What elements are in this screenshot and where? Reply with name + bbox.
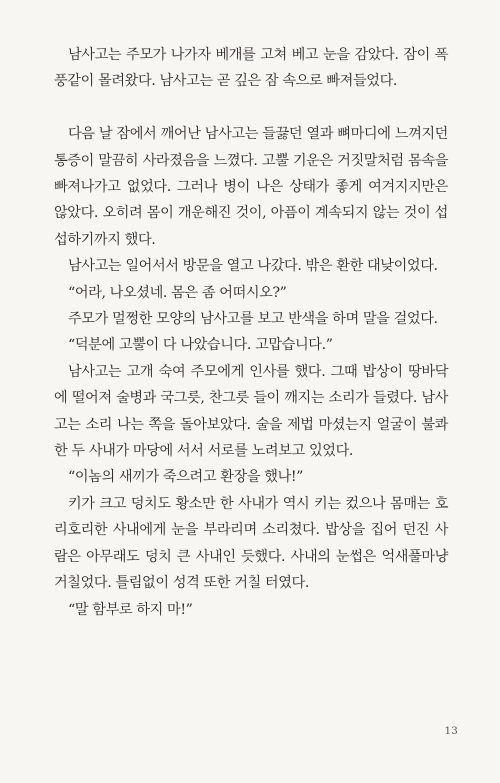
dialogue-line: “이놈의 새끼가 죽으려고 환장을 했나!” (68, 469, 304, 486)
section-break (54, 95, 448, 121)
paragraph: 다음 날 잠에서 깨어난 남사고는 들끓던 열과 뼈마디에 느껴지던 통증이 말끔히 사라졌음을 느꼈다. 고뿔 기운은 거짓말처럼 몸속을 빠져나가고 없었다. 그러나 병이 나은 상태가 좋게 여겨지지만은 않았다. 오히려 몸이 개운해진 것이, 아픔이 계속되지 않는 것이 섭섭하기까지 했다. (54, 126, 448, 248)
paragraph: 주모가 멀쩡한 모양의 남사고를 보고 반색을 하며 말을 걸었다. (68, 311, 438, 328)
dialogue-line: “말 함부로 하지 마!” (68, 601, 193, 618)
paragraph: 남사고는 고개 숙여 주모에게 인사를 했다. 그때 밥상이 땅바닥에 떨어져 술병과 국그릇, 찬그릇 들이 깨지는 소리가 들렸다. 남사고는 소리 나는 쪽을 돌아보았다. 술을 제법 마셨는지 얼굴이 불콰한 두 사내가 마당에 서서 서로를 노려보고 있었다. (54, 363, 448, 460)
dialogue-line: “덕분에 고뿔이 다 나았습니다. 고맙습니다.” (68, 337, 333, 354)
page-number: 13 (444, 726, 458, 737)
paragraph: 남사고는 일어서서 방문을 열고 나갔다. 밖은 환한 대낮이었다. (68, 258, 438, 275)
body-text (54, 42, 448, 623)
dialogue-line: “어라, 나오셨네. 몸은 좀 어떠시오?” (68, 284, 287, 301)
paragraph: 키가 크고 덩치도 황소만 한 사내가 역시 키는 컸으나 몸매는 호리호리한 사내에게 눈을 부라리며 소리쳤다. 밥상을 집어 던진 사람은 아무래도 덩치 큰 사내인 듯했다. 사내의 눈썹은 억새풀마냥 거칠었다. 틀림없이 성격 또한 거칠 터였다. (54, 495, 448, 592)
paragraph: 남사고는 주모가 나가자 베개를 고쳐 베고 눈을 감았다. 잠이 폭풍같이 몰려왔다. 남사고는 곧 깊은 잠 속으로 빠져들었다. (54, 47, 448, 90)
